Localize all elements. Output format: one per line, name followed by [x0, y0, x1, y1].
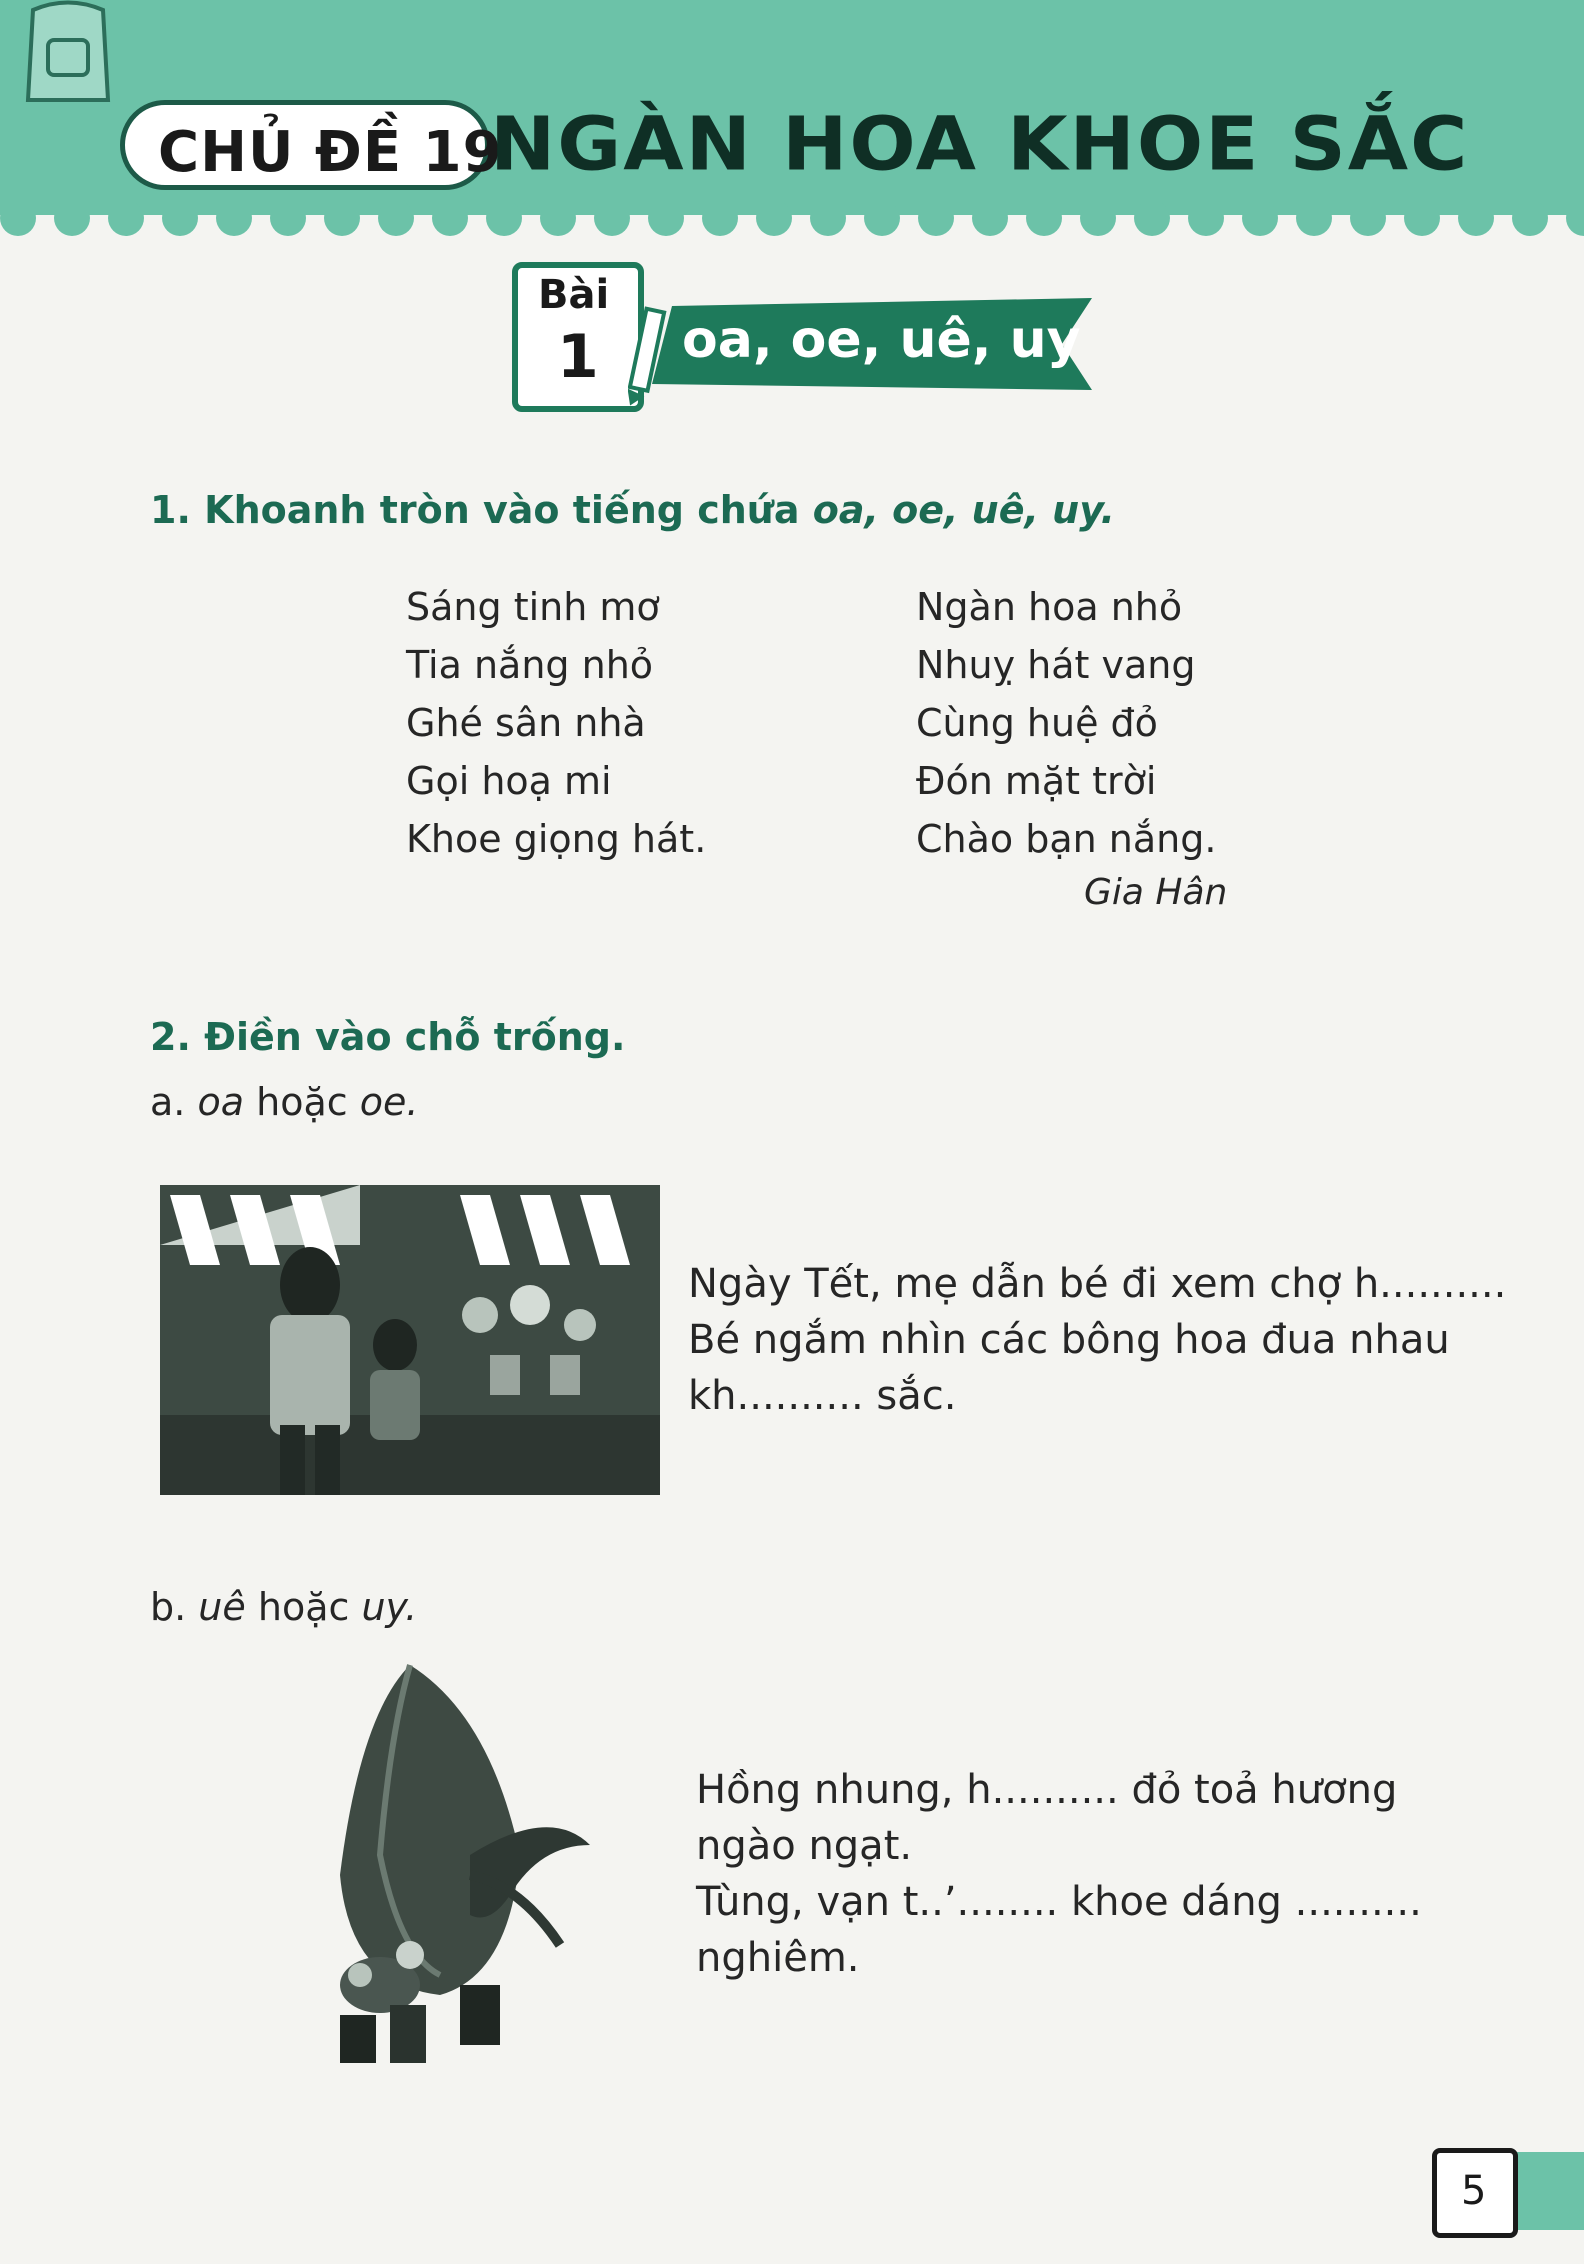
scallop — [486, 200, 522, 236]
scallop — [1512, 200, 1548, 236]
exercise-2-heading: 2. Điền vào chỗ trống. — [150, 1015, 626, 1059]
scallop — [1134, 200, 1170, 236]
scallop — [378, 200, 414, 236]
topic-label: CHỦ ĐỀ 19 — [158, 120, 503, 185]
fill-line[interactable]: Bé ngắm nhìn các bông hoa đua nhau — [688, 1317, 1450, 1363]
part-b-prefix: b. — [150, 1585, 187, 1629]
scallop — [594, 200, 630, 236]
scallop — [810, 200, 846, 236]
fill-line[interactable]: kh.......... sắc. — [688, 1373, 957, 1419]
scallop — [54, 200, 90, 236]
poem-line[interactable]: Chào bạn nắng. — [916, 817, 1217, 861]
poem-line[interactable]: Ghé sân nhà — [406, 701, 646, 745]
flower-market-illustration — [160, 1185, 660, 1495]
lesson-title: oa, oe, uê, uy — [682, 310, 1081, 370]
scallop — [918, 200, 954, 236]
part-b-option-1: uê — [198, 1585, 246, 1629]
exercise-1-heading — [150, 488, 1115, 532]
scallop — [1242, 200, 1278, 236]
scallop — [1566, 200, 1584, 236]
scallop — [1296, 200, 1332, 236]
poem-line[interactable]: Khoe giọng hát. — [406, 817, 707, 861]
poem-line[interactable]: Tia nắng nhỏ — [406, 643, 654, 687]
scallop — [540, 200, 576, 236]
header-scallop-edge — [0, 200, 1584, 236]
scallop — [1350, 200, 1386, 236]
fill-line[interactable]: nghiêm. — [696, 1935, 860, 1981]
scallop — [1404, 200, 1440, 236]
poem-left-column — [406, 585, 706, 875]
poem-line[interactable]: Sáng tinh mơ — [406, 585, 660, 629]
scallop — [0, 200, 36, 236]
topic-title: NGÀN HOA KHOE SẮC — [490, 102, 1470, 188]
part-a-prefix: a. — [150, 1080, 186, 1124]
scallop — [324, 200, 360, 236]
scallop — [1188, 200, 1224, 236]
poem-line[interactable]: Cùng huệ đỏ — [916, 701, 1158, 745]
part-a-option-2: oe. — [359, 1080, 419, 1124]
potted-plants-illustration — [320, 1655, 590, 2065]
fill-line[interactable]: Hồng nhung, h.......... đỏ toả hương — [696, 1767, 1398, 1813]
scallop — [1458, 200, 1494, 236]
poem-line[interactable]: Gọi hoạ mi — [406, 759, 612, 803]
scallop — [270, 200, 306, 236]
exercise-2b-label — [150, 1585, 417, 1629]
exercise-1-number: 1. — [150, 488, 191, 532]
fill-line[interactable]: Tùng, vạn t..’........ khoe dáng .......... — [696, 1879, 1422, 1925]
scallop — [756, 200, 792, 236]
exercise-2a-text — [688, 1256, 1506, 1424]
scallop — [648, 200, 684, 236]
exercise-2b-text — [696, 1762, 1422, 1986]
lesson-word: Bài — [538, 272, 610, 318]
page-number: 5 — [1461, 2168, 1487, 2214]
poem-right-column — [916, 585, 1216, 875]
scallop — [1026, 200, 1062, 236]
scallop — [864, 200, 900, 236]
poem-line[interactable]: Ngàn hoa nhỏ — [916, 585, 1183, 629]
scallop — [108, 200, 144, 236]
part-b-option-2: uy. — [361, 1585, 418, 1629]
scallop — [972, 200, 1008, 236]
exercise-1-targets: oa, oe, uê, uy. — [812, 488, 1115, 532]
backpack-icon — [8, 0, 128, 110]
scallop — [702, 200, 738, 236]
scallop — [216, 200, 252, 236]
scallop — [1080, 200, 1116, 236]
part-b-or: hoặc — [257, 1585, 350, 1629]
fill-line[interactable]: ngào ngạt. — [696, 1823, 913, 1869]
poem-author: Gia Hân — [1084, 872, 1228, 913]
part-a-or: hoặc — [256, 1080, 348, 1124]
scallop — [432, 200, 468, 236]
exercise-1-instruction: Khoanh tròn vào tiếng chứa — [204, 488, 800, 532]
fill-line[interactable]: Ngày Tết, mẹ dẫn bé đi xem chợ h.......... — [688, 1261, 1507, 1307]
poem-line[interactable]: Đón mặt trời — [916, 759, 1157, 803]
lesson-number: 1 — [557, 322, 599, 392]
exercise-2a-label — [150, 1080, 418, 1124]
poem-line[interactable]: Nhuỵ hát vang — [916, 643, 1196, 687]
scallop — [162, 200, 198, 236]
part-a-option-1: oa — [197, 1080, 245, 1124]
